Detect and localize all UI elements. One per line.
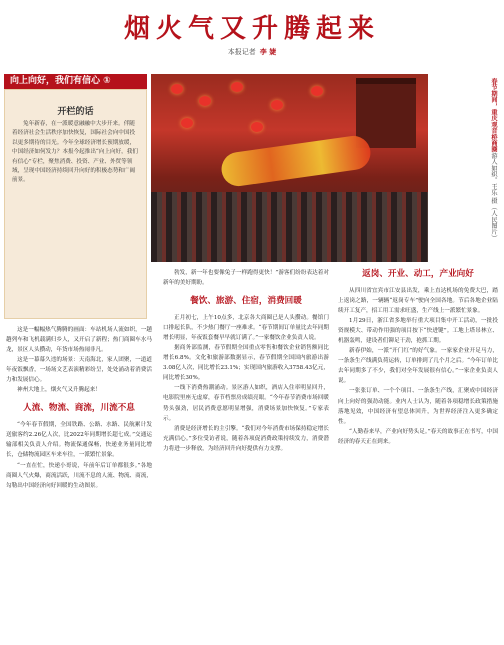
- section-label: 向上向好，我们有信心 ①: [4, 74, 147, 89]
- editor-note-body: 兔年新春，在一派暖意融融中大步开来。伴随着经济社会生活秩序加快恢复，国际社会向中国投以更多期待的目光。今年全球经济增长预期放缓，中国经济如何发力？本报今起推出“向上向好，我们有信心”专栏，聚焦消费、投资、产业、外贸等领域，呈现中国经济持续回升向好的积极态势和广阔前景。: [12, 121, 138, 184]
- subheading: 餐饮、旅游、住宿，消费回暖: [190, 296, 302, 307]
- subheading: 返岗、开业、动工，产业向好: [362, 269, 474, 279]
- paragraph: “一直在忙，快递小哥说，年前年后订单都很多。”各地商圈人气火爆，商流活跃，川流不息的人流、物流、商流，勾勒出中国经济向好回暖的生动图景。: [6, 462, 152, 489]
- subheading: 人流、物流、商流，川流不息: [23, 403, 135, 414]
- byline: [0, 47, 504, 57]
- paragraph: 正月初七，上午10点多，北京各大商圈已是人头攒动。餐馆门口排起长队，不少热门餐厅一座难求。“春节期间订单量比去年同期增长明显，年夜饭套餐早早就订满了。”一家餐饮企业负责人说。: [163, 315, 329, 342]
- lantern-icon: [181, 118, 193, 128]
- paragraph: 消费是经济增长的主引擎。“我们对今年消费市场保持稳定增长充满信心。”多位受访者说，随着各项促消费政策持续发力，消费潜力将进一步释放，为经济回升向好提供有力支撑。: [163, 425, 329, 452]
- crowd-shape: [151, 192, 428, 262]
- paragraph: 新春伊始，一派“开门红”的好气象。一家家企业开足马力，一条条生产线满负荷运转，订单排到了几个月之后。“今年订单比去年同期多了不少，我们对全年发展很有信心。”一家企业负责人说。: [338, 348, 498, 385]
- dragon-dance-shape: [219, 134, 372, 189]
- byline-author: 李 婕: [259, 47, 277, 56]
- paragraph: 这是一幕幕久违的场景：天南海北，家人团聚，一道道年夜饭飘香，一场场文艺表演精彩纷呈，处处涌动着消费活力和发展信心。: [6, 357, 152, 384]
- paragraph: 一张张订单、一个个项目、一条条生产线，汇聚成中国经济向上向好的强劲动能。业内人士认为，随着各项稳增长政策措施落地见效，中国经济有望总体回升，为世界经济注入更多确定性。: [338, 388, 498, 425]
- article-column-3: [338, 268, 498, 643]
- paragraph: 神州大地上，烟火气又升腾起来！: [17, 387, 101, 394]
- lantern-icon: [231, 82, 243, 92]
- lantern-icon: [271, 100, 283, 110]
- caption-text: 游人如织。王乐 摄（人民图片）: [490, 152, 497, 242]
- paragraph: 据商务部监测，春节假期全国重点零售和餐饮企业销售额同比增长6.8%。文化和旅游部数据显示，春节假期全国国内旅游出游3.08亿人次，同比增长23.1%；实现国内旅游收入3758.43亿元，同比增长30%。: [163, 345, 329, 382]
- paragraph: “今年春节假期，全国铁路、公路、水路、民航累计发送旅客约2.26亿人次，比2022年同期增长超七成。”交通运输部相关负责人介绍。物流保通保畅，快递业务量同比增长，仓储物流园区车来车往，一派繁忙景象。: [6, 422, 152, 459]
- lantern-icon: [251, 122, 263, 132]
- paragraph: 从四川省宜宾市江安县出发，乘上直达机场的免费大巴，踏上返岗之路，一辆辆“返岗专车”驶向全国各地。节后各地企业陆续开工复产，招工用工需求旺盛，生产线上一派繁忙景象。: [338, 288, 498, 315]
- photo-caption: [432, 78, 498, 258]
- lantern-icon: [171, 84, 183, 94]
- paragraph: 这是一幅幅热气腾腾的画面：车站机场人流如织，一趟趟列车和飞机载满归乡人，又开启了新程；热门商圈车水马龙，景区人头攒动，年货市场热闹非凡。: [6, 327, 152, 354]
- lantern-icon: [199, 96, 211, 106]
- article-headline: 烟火气又升腾起来: [123, 14, 380, 44]
- building-shape: [356, 78, 416, 148]
- article-column-2: [163, 268, 329, 643]
- byline-prefix: 本报记者: [227, 48, 256, 56]
- paragraph: 一线下消费热潮涌动。景区游人如织，酒店入住率明显回升，电影院里座无虚席，春节档票房成绩亮眼。“今年春节消费市场回暖势头强劲，居民消费意愿明显增强，消费场景加快恢复。”专家表示。: [163, 385, 329, 422]
- paragraph: “人勤春来早，产业向好势头足。”春天的故事正在书写，中国经济的春天正在到来。: [338, 428, 498, 445]
- editor-note-title: 开栏的话: [57, 107, 94, 117]
- caption-lead: 春节期间，重庆观音桥商圈: [490, 78, 497, 153]
- lantern-icon: [311, 86, 323, 96]
- article-column-1: [6, 325, 152, 643]
- lead-photo: [151, 74, 428, 262]
- paragraph: 1月29日，浙江省多地举行重大项目集中开工活动，一批投资规模大、带动作用强的项目按下“快进键”。工地上塔吊林立、机器轰鸣，建设者们铆足干劲，抢抓工期。: [338, 318, 498, 345]
- paragraph: 勃发，新一年也要像兔子一样跑得更快！”游客们纷纷表达着对新年的美好期盼。: [163, 270, 329, 287]
